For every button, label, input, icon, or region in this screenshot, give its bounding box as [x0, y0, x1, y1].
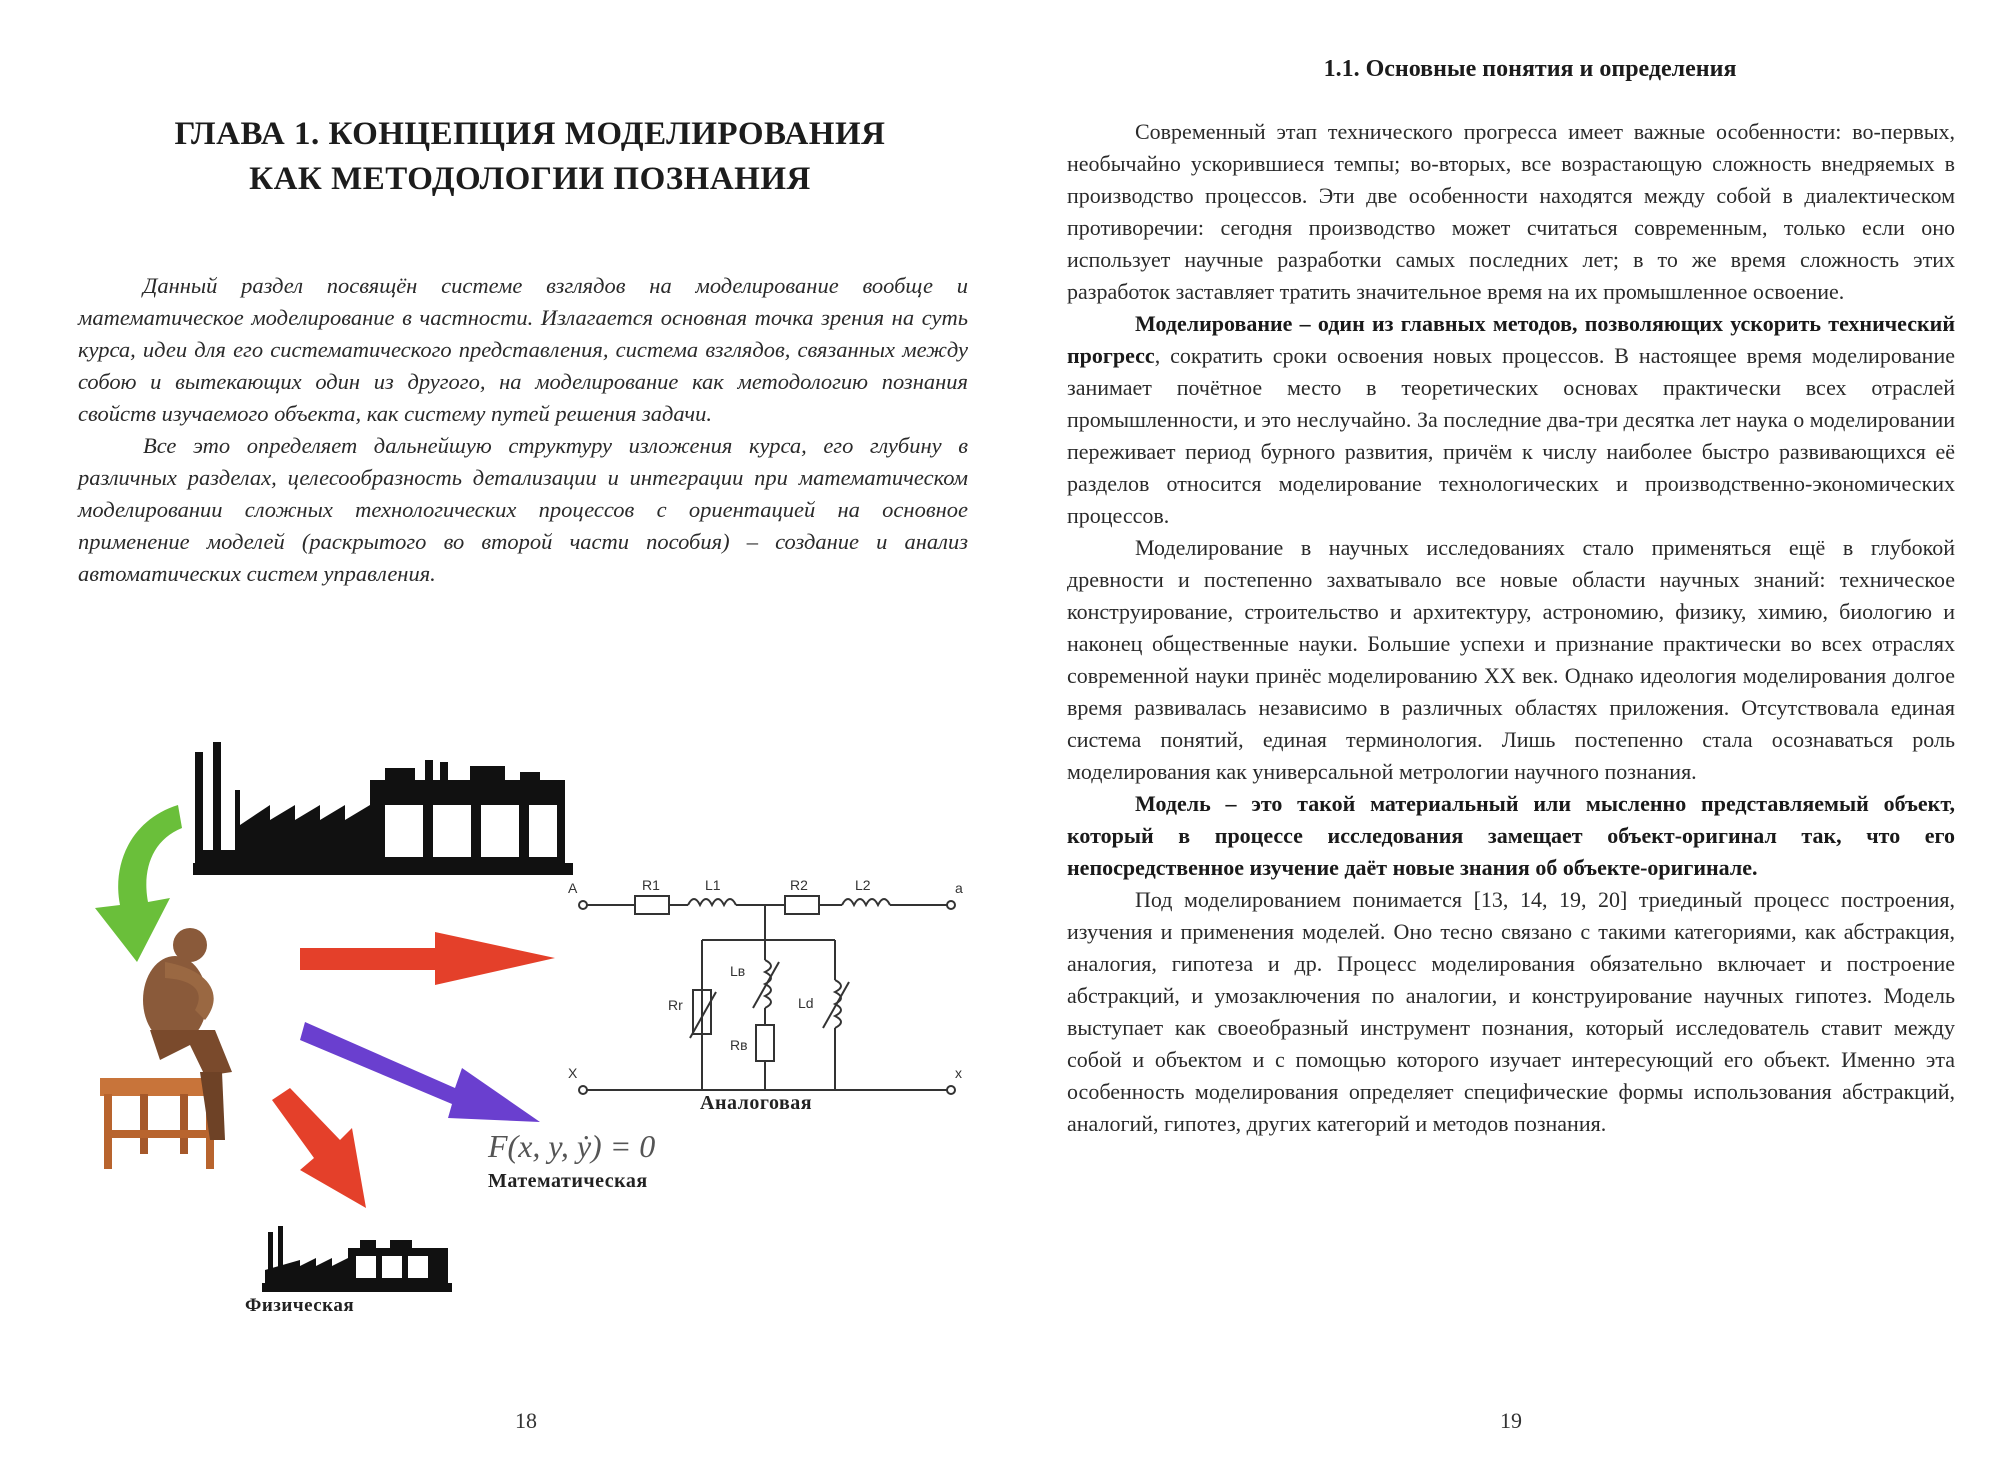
chapter-intro — [78, 270, 968, 590]
intro-paragraph-1: Данный раздел посвящён системе взглядов на моделирование вообще и математическое моделирование в частности. Излагается основная точка зрения на суть курса, идеи для его систематического представления, система взглядов, связанных между собою и вытекающих один из другого, на моделирование как методологию познания свойств изучаемого объекта, как систему путей решения задачи. — [78, 273, 968, 426]
physical-model-label: Физическая — [245, 1295, 355, 1316]
modeling-types-figure — [0, 700, 1000, 1350]
paragraph-2: Моделирование – один из главных методов, позволяющих ускорить технический прогресс, сократить сроки освоения новых процессов. В настоящее время моделирование занимает почётное место в теоретических основах практически всех отраслей промышленности, и это неслучайно. За последние два-три десятка лет наука о моделировании переживает период бурного развития, причём к числу наиболее быстро развивающихся её разделов относится моделирование технологических и производственно-экономических процессов. — [1067, 311, 1955, 528]
green-curved-arrow-icon — [95, 805, 182, 962]
page-number-right: 19 — [1500, 1408, 1522, 1433]
node-a-label: a — [955, 880, 963, 896]
chapter-title-line-1: ГЛАВА 1. КОНЦЕПЦИЯ МОДЕЛИРОВАНИЯ — [174, 116, 886, 152]
purple-arrow-icon — [300, 1022, 540, 1122]
figure-graphics — [0, 700, 1000, 1350]
paragraph-4-definition: Модель – это такой материальный или мысленно представляемый объект, который в процессе исследования замещает объект-оригинал так, что его непосредственное изучение даёт новые знания об объекте-оригинале. — [1067, 791, 1955, 880]
red-arrow-icon — [300, 932, 555, 985]
page-number-left: 18 — [515, 1408, 537, 1433]
red-diagonal-arrow-icon — [272, 1088, 366, 1208]
intro-paragraph-2: Все это определяет дальнейшую структуру изложения курса, его глубину в различных разделах, целесообразность детализации и интеграции при математическом моделировании сложных технологических процессов с ориентацией на основное применение моделей (раскрытого во второй части пособия) – создание и анализ автоматических систем управления. — [78, 433, 968, 586]
l2-label: L2 — [855, 877, 871, 893]
section-body — [1067, 116, 1955, 1140]
rr-label: Rr — [668, 997, 683, 1013]
node-A-label: A — [568, 880, 578, 896]
paragraph-3: Моделирование в научных исследованиях стало применяться ещё в глубокой древности и постепенно захватывало все новые области научных знаний: техническое конструирование, строительство и архитектуру, астрономию, физику, химию, биологию и наконец общественные науки. Большие успехи и признание практически во всех отраслях современной науки принёс моделированию XX век. Однако идеология моделирования долгое время развивалась независимо в различных областях приложения. Отсутствовала единая система понятий, единая терминология. Лишь постепенно стала осознаваться роль моделирования как универсальной метрологии научного познания. — [1067, 535, 1955, 784]
ld-label: Ld — [798, 995, 814, 1011]
factory-large-icon — [193, 742, 573, 875]
analog-circuit-diagram — [579, 896, 955, 1094]
lb-label: Lв — [730, 963, 746, 979]
chapter-title-line-2: КАК МЕТОДОЛОГИИ ПОЗНАНИЯ — [249, 161, 811, 197]
section-title: 1.1. Основные понятия и определения — [1323, 56, 1737, 82]
chapter-title — [80, 112, 980, 202]
rb-label: Rв — [730, 1037, 748, 1053]
factory-small-icon — [262, 1226, 452, 1292]
node-X-label: X — [568, 1065, 578, 1081]
paragraph-1: Современный этап технического прогресса имеет важные особенности: во-первых, необычайно ускорившиеся темпы; во-вторых, все возрастающую сложность внедряемых в производство процессов. Эти две особенности находятся между собой в диалектическом противоречии: сегодня производство может считаться современным, только если оно использует научные разработки самых последних лет; в то же время сложность этих разработок заставляет тратить значительное время на их промышленное освоение. — [1067, 119, 1955, 304]
thinker-sculpture-icon — [100, 928, 232, 1169]
math-model-label: Математическая — [488, 1170, 648, 1192]
math-formula: F(x, y, ẏ) = 0 — [488, 1128, 656, 1164]
r2-label: R2 — [790, 877, 808, 893]
node-x-label: x — [955, 1065, 962, 1081]
l1-label: L1 — [705, 877, 721, 893]
r1-label: R1 — [642, 877, 660, 893]
analog-model-label: Аналоговая — [700, 1092, 813, 1114]
right-page — [1000, 0, 2000, 1473]
paragraph-5: Под моделированием понимается [13, 14, 19, 20] триединый процесс построения, изучения и применения моделей. Оно тесно связано с такими категориями, как абстракция, аналогия, гипотеза и др. Процесс моделирования обязательно включает и построение абстракций, и умозаключения по аналогии, и конструирование научных гипотез. Модель выступает как своеобразный инструмент познания, который исследователь ставит между собой и объектом и с помощью которого изучает интересующий его объект. Именно эта особенность моделирования определяет специфические формы использования абстракций, аналогий, гипотез, других категорий и методов познания. — [1067, 887, 1955, 1136]
